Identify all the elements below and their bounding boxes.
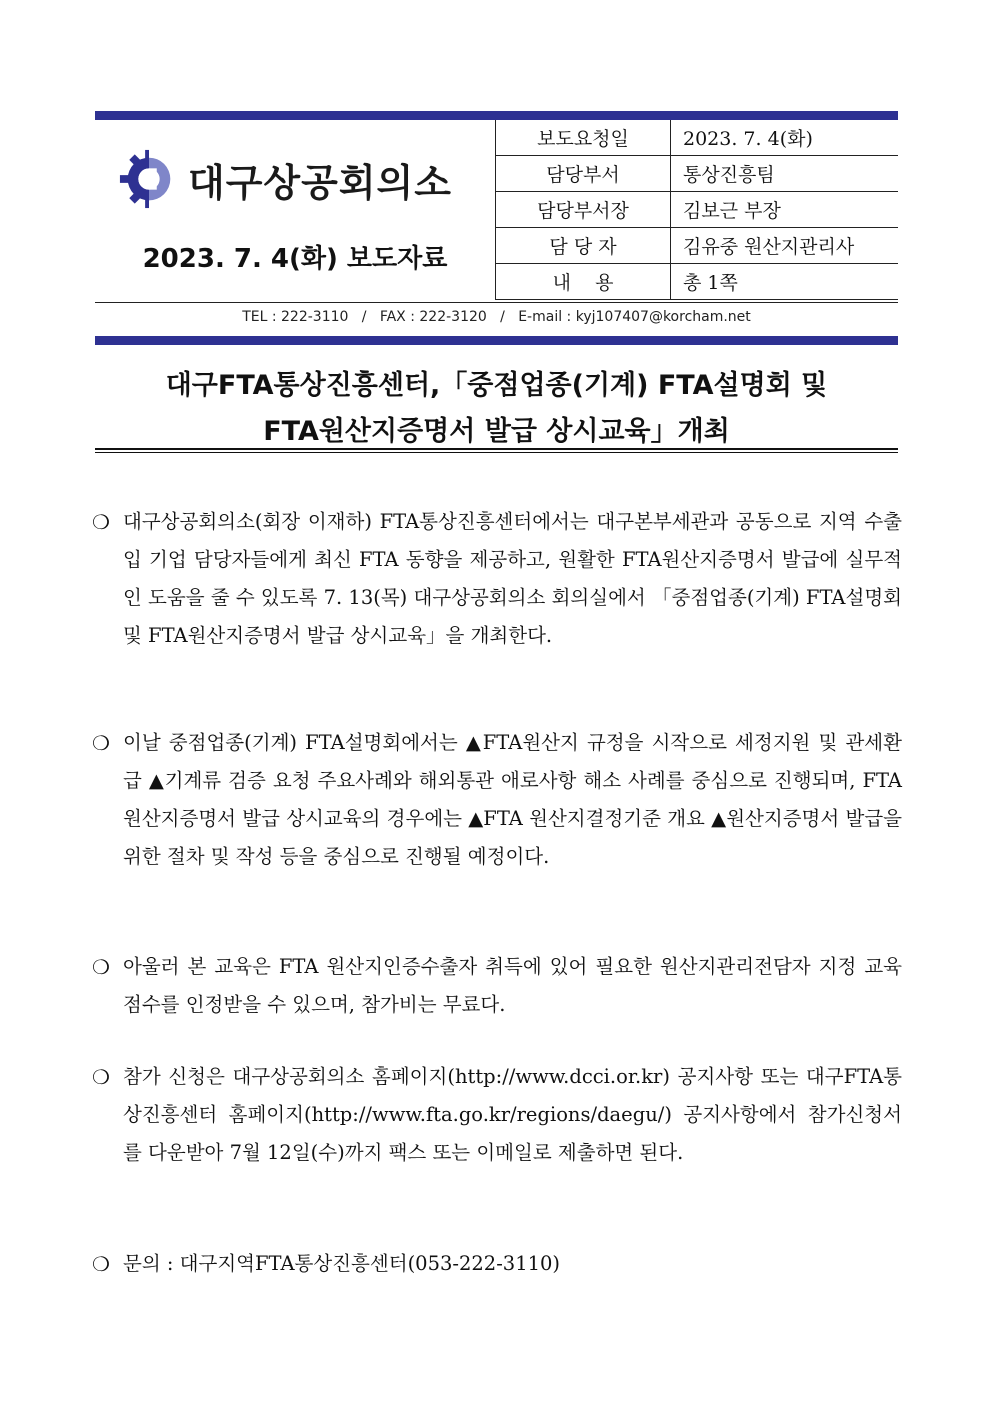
bullet-icon: ❍	[92, 1065, 110, 1089]
body-paragraph	[90, 1058, 902, 1172]
org-name: 대구상공회의소	[188, 160, 452, 205]
title-line-1: 대구FTA통상진흥센터,「중점업종(기계) FTA설명회 및	[165, 370, 828, 401]
info-row	[496, 120, 899, 156]
info-row	[496, 192, 899, 228]
header-divider	[95, 302, 898, 303]
contact-line: TEL : 222-3110 / FAX : 222-3120 / E-mail : kyj107407@korcham.net	[242, 309, 751, 325]
body-paragraph	[90, 724, 902, 876]
page-title	[95, 363, 898, 455]
info-value: 김유중 원산지관리사	[671, 228, 899, 264]
info-key: 보도요청일	[496, 120, 671, 156]
bullet-icon: ❍	[92, 510, 110, 534]
bullet-icon: ❍	[92, 955, 110, 979]
paragraph-text: 이날 중점업종(기계) FTA설명회에서는 ▲FTA원산지 규정을 시작으로 세정지원 및 관세환급 ▲기계류 검증 요청 주요사례와 해외통관 애로사항 해소 사례를 중심으로 진행되며, FTA원산지증명서 발급 상시교육의 경우에는 ▲FTA 원산지결정기준 개요 ▲원산지증명서 발급을 위한 절차 및 작성 등을 중심으로 진행될 예정이다.	[123, 731, 902, 868]
bottom-brand-bar	[95, 336, 898, 345]
paragraph-text: 문의 : 대구지역FTA통상진흥센터(053-222-3110)	[123, 1252, 561, 1275]
gear-icon	[118, 148, 180, 210]
body-paragraph	[90, 948, 902, 1024]
info-value: 2023. 7. 4(화)	[671, 120, 899, 156]
bullet-icon: ❍	[92, 731, 110, 755]
release-date-label: 2023. 7. 4(화) 보도자료	[142, 244, 448, 274]
title-underline	[95, 448, 898, 450]
info-value: 통상진흥팀	[671, 156, 899, 192]
body-paragraph	[90, 503, 902, 655]
info-row	[496, 264, 899, 300]
paragraph-text: 대구상공회의소(회장 이재하) FTA통상진흥센터에서는 대구본부세관과 공동으로 지역 수출입 기업 담당자들에게 최신 FTA 동향을 제공하고, 원활한 FTA원산지증명서 발급에 실무적인 도움을 줄 수 있도록 7. 13(목) 대구상공회의소 회의실에서 「중점업종(기계) FTA설명회 및 FTA원산지증명서 발급 상시교육」을 개최한다.	[123, 510, 902, 647]
info-key: 담 당 자	[496, 228, 671, 264]
info-key: 내 용	[496, 264, 671, 300]
info-value: 총 1쪽	[671, 264, 899, 300]
top-brand-bar	[95, 111, 898, 120]
info-key: 담당부서	[496, 156, 671, 192]
info-row	[496, 156, 899, 192]
info-key: 담당부서장	[496, 192, 671, 228]
info-table	[495, 120, 898, 300]
info-value: 김보근 부장	[671, 192, 899, 228]
title-underline-thin	[95, 452, 898, 453]
paragraph-text: 참가 신청은 대구상공회의소 홈페이지(http://www.dcci.or.kr) 공지사항 또는 대구FTA통상진흥센터 홈페이지(http://www.fta.go.kr/regions/daegu/) 공지사항에서 참가신청서를 다운받아 7월 12일(수)까지 팩스 또는 이메일로 제출하면 된다.	[123, 1065, 902, 1164]
body-paragraph	[90, 1245, 902, 1283]
title-line-2: FTA원산지증명서 발급 상시교육」개최	[263, 416, 730, 447]
info-row	[496, 228, 899, 264]
bullet-icon: ❍	[92, 1252, 110, 1276]
paragraph-text: 아울러 본 교육은 FTA 원산지인증수출자 취득에 있어 필요한 원산지관리전담자 지정 교육점수를 인정받을 수 있으며, 참가비는 무료다.	[123, 955, 902, 1016]
org-logo	[118, 148, 478, 210]
